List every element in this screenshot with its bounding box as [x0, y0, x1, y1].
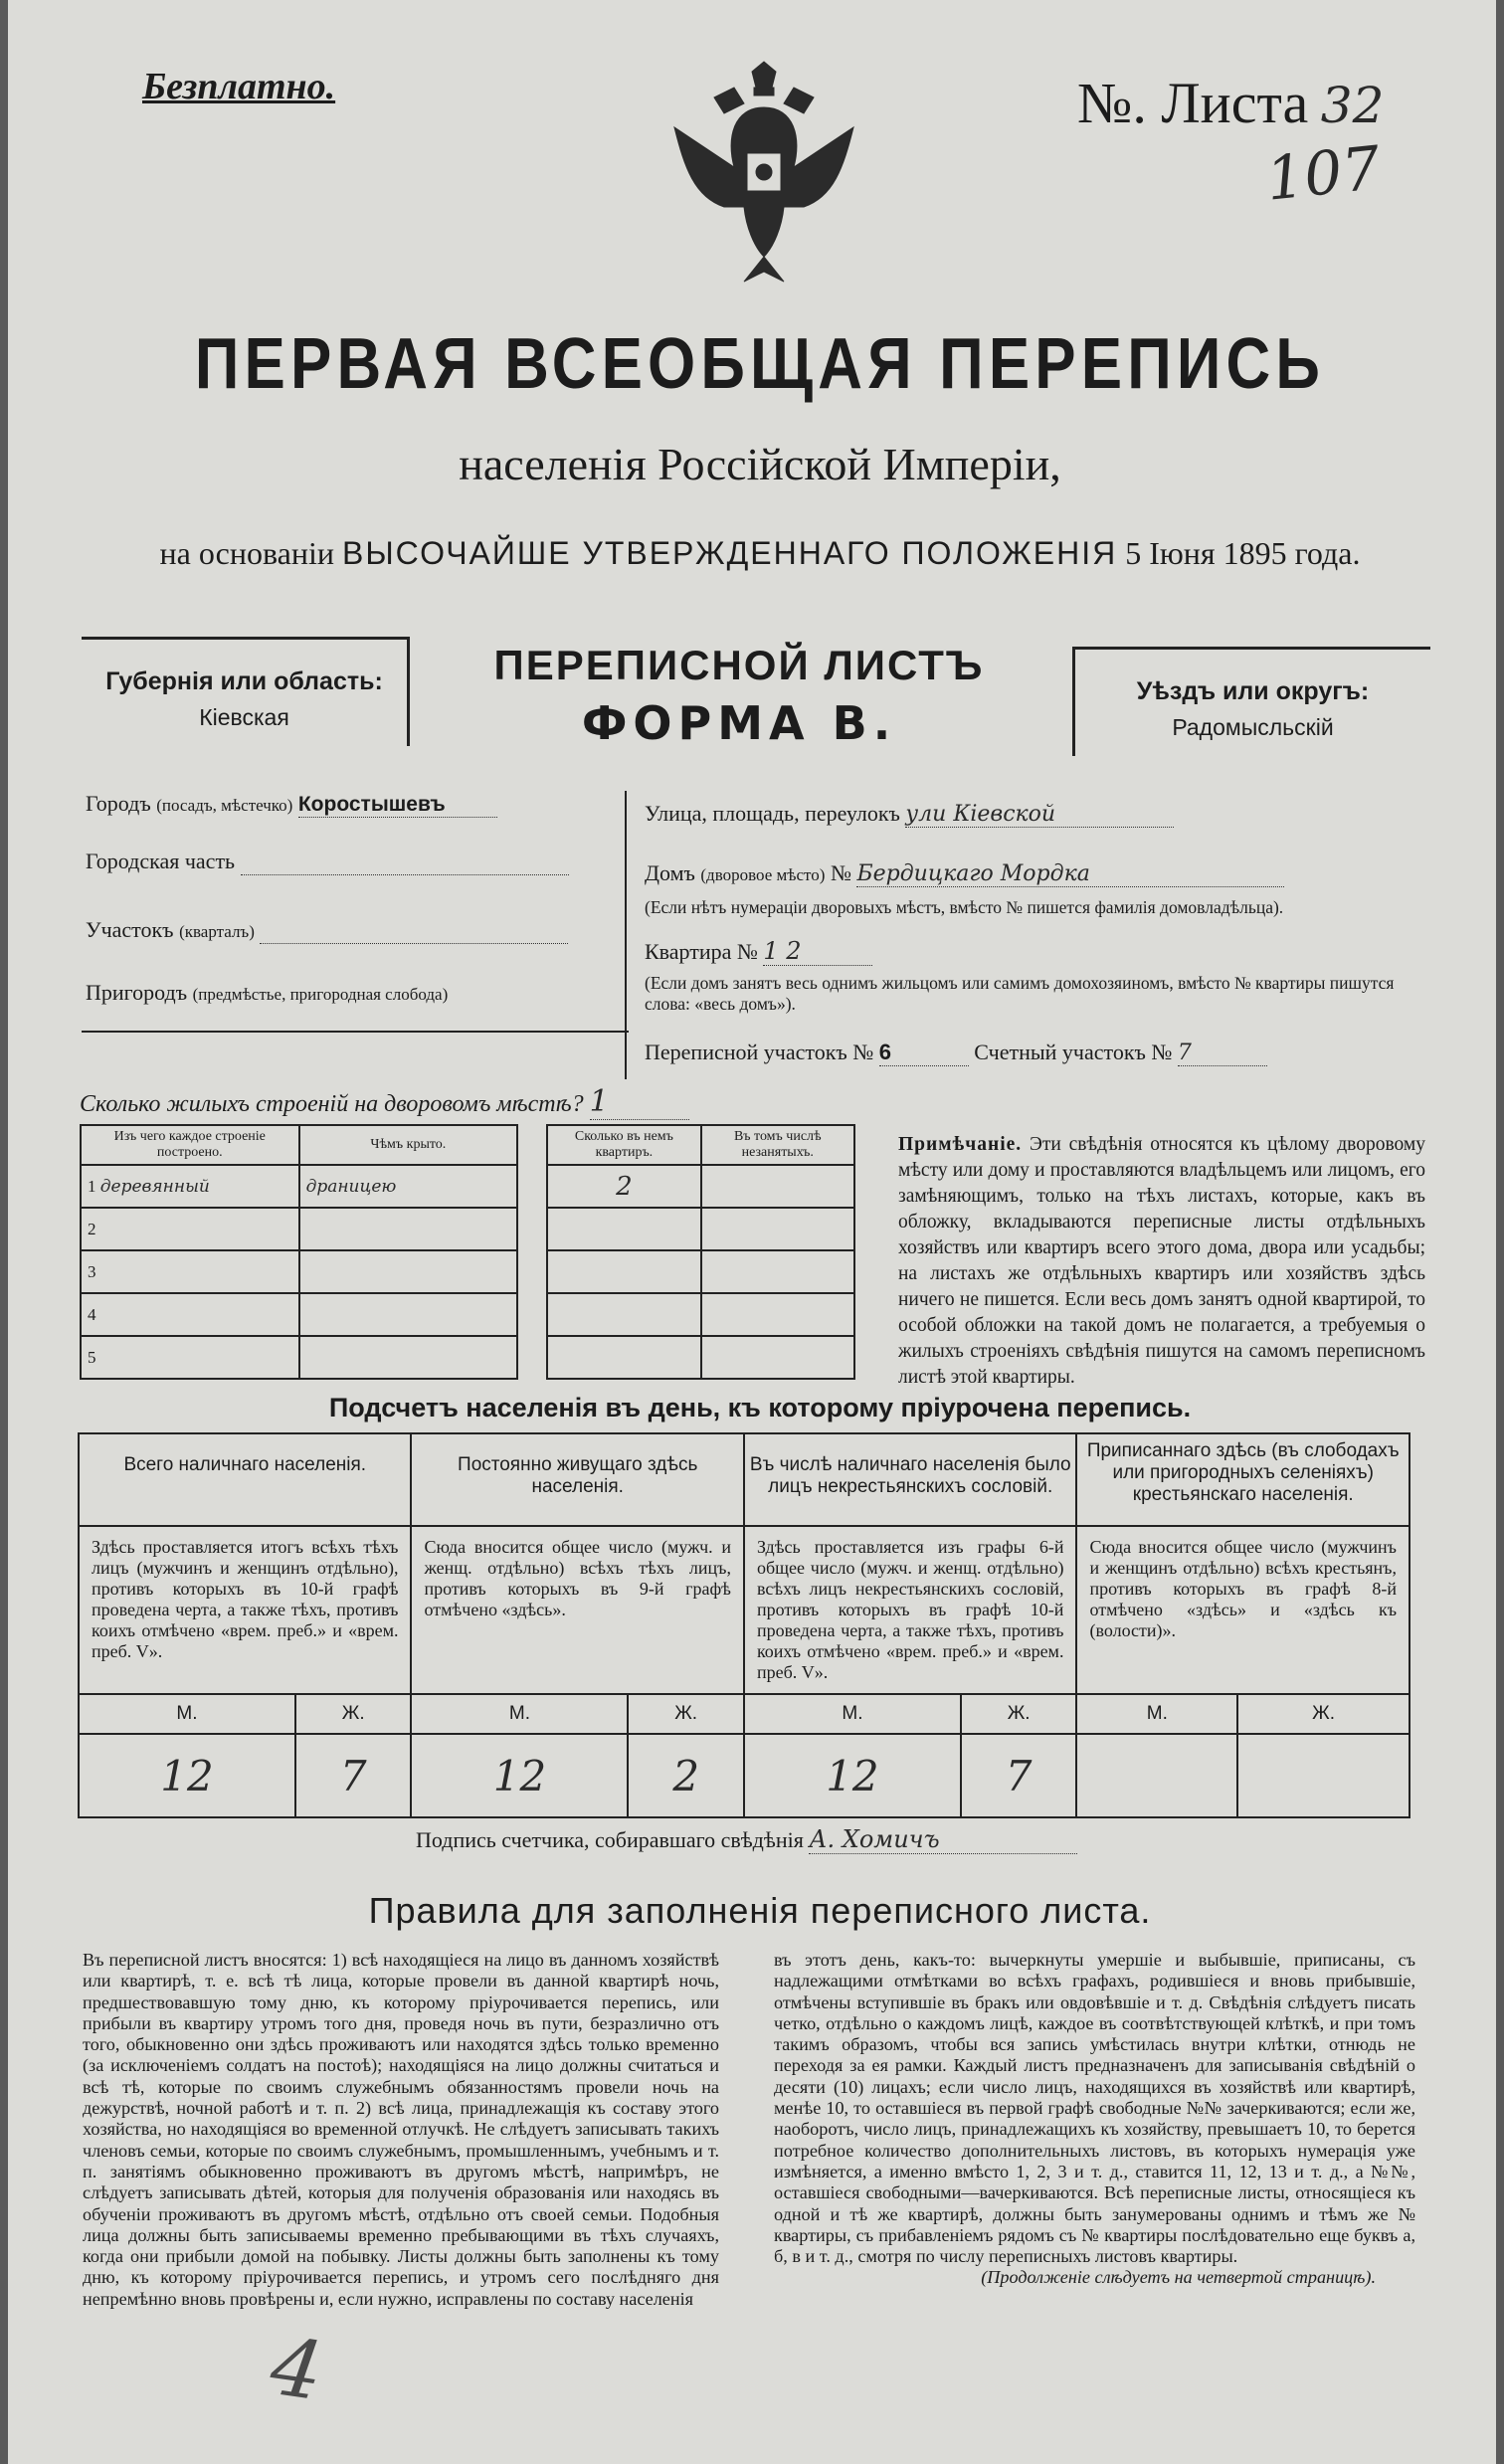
street-value: ули Кіевской: [905, 802, 1174, 828]
suburb-hint: (предмѣстье, пригородная слобода): [192, 985, 449, 1004]
rules-left-column: Въ переписной листъ вносятся: 1) всѣ находящіеся на лицо въ данномъ хозяйствѣ или квартирѣ, т. е. всѣ тѣ лица, которые провели въ данной квартирѣ ночь, предшествовавшую тому дню, къ которому пріурочивается перепись, или прибыли въ квартиру утромъ того дня, проведя ночь въ пути, безразлично отъ того, обыкновенно они здѣсь проживаютъ или находятся здѣсь только временно (за исключеніемъ солдатъ на постоѣ); находящіяся на лицо должны считаться и всѣ тѣ, которые по своимъ служебнымъ обязанностямъ провели ночь на дежурствѣ, ночной работѣ и т. п. 2) всѣ лица, принадлежащія къ составу этого хозяйства, но находящіяся во временной отлучкѣ. Не слѣдуетъ записывать такихъ членовъ семьи, которые по своимъ служебнымъ, промышленнымъ, учебнымъ и т. п. занятіямъ обыкновенно проживаютъ въ другомъ мѣстѣ, напримѣръ, не слѣдуетъ записывать дѣтей, которыя для полученія образованія или находясь въ обученіи проживаютъ въ другомъ мѣстѣ, отдѣльно отъ своей семьи. Подобныя лица должны быть записываемы временно пребывающими въ тѣхъ случаяхъ, когда они прибыли домой на побывку. Листы должны быть заполнены къ тому дню, къ которому пріурочивается перепись, и утромъ сего послѣдняго дня непремѣнно вновь провѣрены и, если нужно, исправлены по составу населенія: [83, 1950, 719, 2309]
buildings-count: 1: [590, 1084, 689, 1120]
col-present: Всего наличнаго населенія.: [79, 1433, 411, 1526]
table-row: [81, 1336, 854, 1379]
registered-female: [1237, 1734, 1410, 1817]
buildings-question-text: Сколько жилыхъ строеній на дворовомъ мѣстѣ?: [80, 1091, 584, 1117]
page-title: ПЕРВАЯ ВСЕОБЩАЯ ПЕРЕПИСЬ: [194, 324, 1326, 404]
imperial-eagle-icon: [655, 58, 873, 286]
district-box: [1072, 647, 1430, 756]
present-female: 7: [295, 1734, 412, 1817]
province-box: [82, 637, 410, 746]
desc-non-peasant: Здѣсь проставляется изъ графы 6-й общее число (мужч. и женщ. отдѣльно) всѣхъ лицъ некрестьянскихъ сословій, противъ которыхъ въ графѣ 10-й проведена черта, а также тѣхъ, противъ коихъ отмѣчено «врем. преб.» и «врем. преб. V».: [744, 1526, 1076, 1694]
col-apartments: Сколько въ немъ квартиръ.: [547, 1125, 700, 1165]
remark-title: Примѣчаніе.: [898, 1134, 1023, 1155]
precinct-field: [86, 917, 568, 944]
row-1-unoccupied: [701, 1165, 854, 1208]
col-unoccupied: Въ томъ числѣ незанятыхъ.: [701, 1125, 854, 1165]
resident-male: 12: [411, 1734, 628, 1817]
buildings-header-row: [81, 1125, 854, 1165]
precinct-value: [260, 917, 568, 944]
free-label: Безплатно.: [142, 66, 336, 107]
table-row: [81, 1293, 854, 1336]
population-values-row: [79, 1734, 1410, 1817]
province-value: Кіевская: [199, 704, 289, 730]
count-precinct-label: Счетный участокъ №: [974, 1040, 1173, 1064]
buildings-question: [80, 1084, 689, 1120]
col-registered: Приписаннаго здѣсь (въ слободахъ или пригородныхъ селеніяхъ) крестьянскаго населенія.: [1076, 1433, 1410, 1526]
address-divider: [625, 791, 629, 1079]
sheet-number-label: №. Листа: [1077, 71, 1309, 135]
col-roof: Чѣмъ крыто.: [299, 1125, 518, 1165]
census-precinct-value: 6: [879, 1040, 969, 1066]
province-label: Губернія или область:: [105, 667, 383, 695]
col-non-peasant: Въ числѣ наличнаго населенія было лицъ некрестьянскихъ сословій.: [744, 1433, 1076, 1526]
apartment-label: Квартира №: [645, 939, 758, 964]
table-row: [81, 1250, 854, 1293]
precinct-label: Участокъ: [86, 917, 174, 942]
apartment-field: [645, 937, 872, 966]
city-part-field: [86, 849, 569, 875]
street-label: Улица, площадь, переулокъ: [645, 801, 900, 826]
district-value: Радомысльскій: [1172, 714, 1334, 740]
population-table: [78, 1432, 1410, 1818]
legal-basis: [8, 535, 1504, 572]
signature-label: Подпись счетчика, собиравшаго свѣдѣнія: [416, 1827, 804, 1852]
city-part-value: [241, 849, 569, 875]
table-row: [81, 1165, 854, 1208]
house-value: Бердицкаго Мордка: [856, 861, 1284, 887]
population-header-row: [79, 1433, 1410, 1526]
house-note: (Если нѣтъ нумераціи дворовыхъ мѣстъ, вмѣсто № пишется фамилія домовладѣльца).: [645, 897, 1284, 917]
sheet-heading: ПЕРЕПИСНОЙ ЛИСТЪ: [493, 642, 985, 688]
remark: [898, 1132, 1425, 1391]
continuation-note: (Продолженіе слѣдуетъ на четвертой страницѣ).: [981, 2267, 1376, 2288]
sheet-number-value: 32: [1320, 77, 1385, 134]
city-label: Городъ: [86, 791, 151, 816]
census-precinct-field: [645, 1040, 1267, 1066]
rules-heading: Правила для заполненія переписного листа.: [368, 1890, 1152, 1931]
apartment-value: 1 2: [763, 937, 872, 966]
remark-text: Эти свѣдѣнія относятся къ цѣлому дворовому мѣсту или дому и проставляются владѣльцемъ или лицомъ, его замѣняющимъ, только на тѣхъ листахъ, которые, какъ въ обложку, вкладываются переписные листы отдѣльныхъ хозяйствъ или квартиръ всего этого дома, двора или усадьбы; на листахъ же отдѣльныхъ квартиръ или хозяйствъ здѣсь ничего не пишется. Если весь домъ занятъ одной квартирой, то особой обложки на такой домъ не полагается, а требуемыя о жилыхъ строеніяхъ свѣдѣнія пишутся на самомъ переписномъ листѣ этой квартиры.: [898, 1134, 1426, 1388]
signature-value: А. Хомичъ: [809, 1825, 1077, 1854]
handwritten-number: 107: [1262, 133, 1384, 215]
population-desc-row: [79, 1526, 1410, 1694]
house-no-sign: №: [830, 860, 851, 885]
house-field: [645, 860, 1284, 887]
legal-basis-date: 5 Іюня 1895 года.: [1125, 535, 1361, 571]
population-heading: Подсчетъ населенія въ день, къ которому пріурочена перепись.: [328, 1393, 1192, 1422]
apartment-note: (Если домъ занятъ весь однимъ жильцомъ или самимъ домохозяиномъ, вмѣсто № квартиры пишутся слова: «весь домъ»).: [645, 973, 1395, 1014]
house-hint: (дворовое мѣсто): [700, 865, 826, 884]
count-precinct-value: 7: [1178, 1041, 1267, 1066]
row-3-material: 3: [81, 1250, 299, 1293]
present-male: 12: [79, 1734, 295, 1817]
table-row: [81, 1208, 854, 1250]
non-peasant-female: 7: [961, 1734, 1077, 1817]
row-1-roof: драницею: [299, 1165, 518, 1208]
col-material: Изъ чего каждое строеніе построено.: [81, 1125, 299, 1165]
suburb-field: [86, 980, 448, 1006]
row-1-apartments: 2: [547, 1165, 700, 1208]
address-bottom-rule: [82, 1031, 629, 1033]
street-field: [645, 801, 1174, 828]
row-5-material: 5: [81, 1336, 299, 1379]
enumerator-signature: [416, 1825, 1077, 1854]
legal-basis-pre: на основаніи: [159, 535, 334, 571]
desc-registered: Сюда вносится общее число (мужчинъ и женщинъ отдѣльно) всѣхъ крестьянъ, противъ которыхъ въ графѣ 8-й отмѣчено «здѣсь» и «здѣсь къ (волости)».: [1076, 1526, 1410, 1694]
district-label: Уѣздъ или округъ:: [1136, 677, 1370, 705]
population-sex-row: М. Ж. М. Ж. М. Ж. М. Ж.: [79, 1694, 1410, 1734]
city-hint: (посадъ, мѣстечко): [156, 796, 293, 815]
city-field: [86, 791, 497, 818]
row-4-material: 4: [81, 1293, 299, 1336]
col-resident: Постоянно живущаго здѣсь населенія.: [411, 1433, 743, 1526]
registered-male: [1076, 1734, 1237, 1817]
precinct-hint: (кварталъ): [179, 922, 255, 941]
subtitle: населенія Россійской Имперіи,: [459, 439, 1061, 489]
suburb-label: Пригородъ: [86, 980, 188, 1005]
resident-female: 2: [628, 1734, 744, 1817]
sheet-number: [1077, 70, 1384, 136]
city-part-label: Городская часть: [86, 849, 236, 873]
desc-present: Здѣсь проставляется итогъ всѣхъ тѣхъ лицъ (мужчинъ и женщинъ отдѣльно), противъ которыхъ въ 10-й графѣ проведена черта, а также тѣхъ, противъ коихъ отмѣчено «врем. преб.» и «врем. преб. V».: [79, 1526, 411, 1694]
rules-right-text: въ этотъ день, какъ-то: вычеркнуты умершіе и выбывшіе, приписаны, съ надлежащими отмѣтками во всѣхъ графахъ, родившіеся и вновь прибывшіе, отмѣчены вступившіе въ бракъ или овдовѣвшіе и т. д. Свѣдѣнія слѣдуетъ писать четко, отдѣльно о каждомъ лицѣ, каждое въ соотвѣтствующей клѣткѣ, и при томъ такимъ образомъ, чтобы вся запись умѣстилась внутри клѣтки, отнюдь не переходя за ея рамки. Каждый листъ предназначенъ для записыванія свѣдѣній о десяти (10) лицахъ; если число лицъ, находящихся въ хозяйствѣ или квартирѣ, менѣе 10, то оставшіеся въ первой графѣ свободные №№ зачеркиваются; если же, наоборотъ, число лицъ, принадлежащихъ къ хозяйству, превышаетъ 10, то берется потребное количество дополнительныхъ листовъ, въ которыхъ нумерація уже измѣняется, а именно вмѣсто 1, 2, 3 и т. д., ставится 11, 12, 13 и т. д., а №№, оставшіеся свободными—вачеркиваются. Всѣ переписные листы, относящіеся къ одной и тѣ же квартирѣ, должны быть занумерованы однимъ и тѣмъ же № квартиры, съ прибавленіемъ рядомъ съ № квартиры послѣдовательно еще буквъ а, б, в и т. д., смотря по числу переписныхъ листовъ квартиры.: [774, 1950, 1415, 2267]
house-label: Домъ: [645, 860, 695, 885]
non-peasant-male: 12: [744, 1734, 961, 1817]
form-label: ФОРМА В.: [581, 696, 897, 750]
city-value: Коростышевъ: [298, 793, 497, 818]
legal-basis-caps: ВЫСОЧАЙШЕ УТВЕРЖДЕННАГО ПОЛОЖЕНІЯ: [341, 535, 1118, 571]
row-1-material: 1 деревянный: [81, 1165, 299, 1208]
buildings-table: [80, 1124, 855, 1380]
handwritten-page-mark: 4: [265, 2319, 329, 2419]
rules-right-column: [774, 1950, 1415, 2289]
census-precinct-label: Переписной участокъ №: [645, 1040, 874, 1064]
census-sheet: [8, 0, 1496, 2464]
row-2-material: 2: [81, 1208, 299, 1250]
desc-resident: Сюда вносится общее число (мужч. и женщ. отдѣльно) всѣхъ тѣхъ лицъ, противъ которыхъ въ 9-й графѣ отмѣчено «здѣсь».: [411, 1526, 743, 1694]
